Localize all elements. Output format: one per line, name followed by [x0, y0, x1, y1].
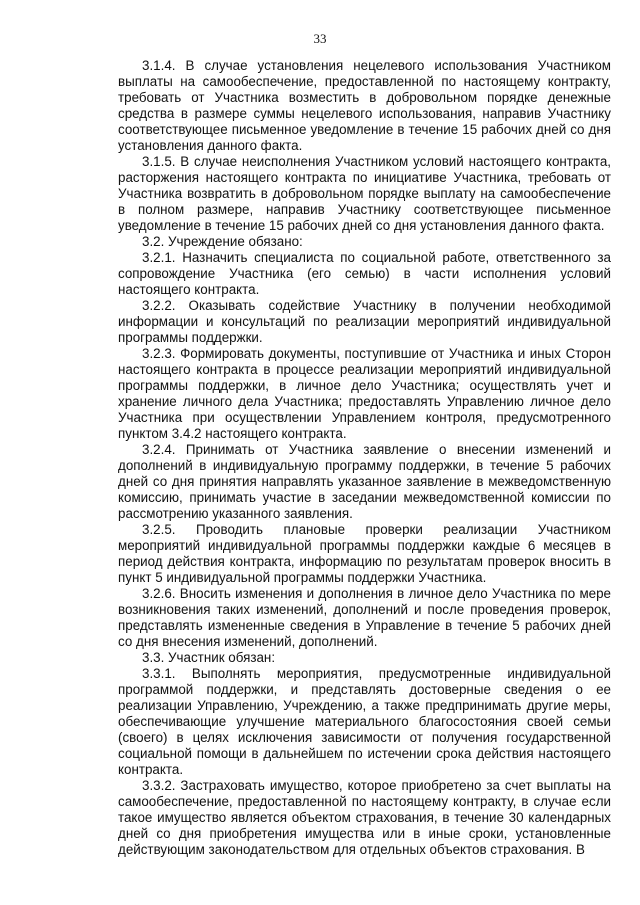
paragraph-3-1-4: 3.1.4. В случае установления нецелевого использования Участником выплаты на самообеспечение, предоставленной по настоящему контракту, требовать от Участника возместить в добровольном порядке денежные средства в размере суммы нецелевого использования, направив Участнику соответствующее письменное уведомление в течение 15 рабочих дней со дня установления данного факта. [118, 58, 611, 153]
section-heading-3-2: 3.2. Учреждение обязано: [142, 234, 303, 249]
paragraph-3-2-5: 3.2.5. Проводить плановые проверки реализации Участником мероприятий индивидуальной программы поддержки каждые 6 месяцев в период действия контракта, информацию по результатам проверок вносить в пункт 5 индивидуальной программы поддержки Участника. [118, 522, 611, 585]
paragraph-3-2-2: 3.2.2. Оказывать содействие Участнику в получении необходимой информации и консультаций по реализации мероприятий индивидуальной программы поддержки. [118, 298, 611, 345]
paragraph-3-2-1: 3.2.1. Назначить специалиста по социальной работе, ответственного за сопровождение Участника (его семью) в части исполнения условий настоящего контракта. [118, 250, 611, 297]
contract-body [118, 58, 611, 858]
paragraph-3-3-1: 3.3.1. Выполнять мероприятия, предусмотренные индивидуальной программой поддержки, и представлять достоверные сведения о ее реализации Управлению, Учреждению, а также предпринимать другие меры, обеспечивающие улучшение материального благосостояния своей семьи (своего) в целях исключения зависимости от получения государственной социальной помощи в дальнейшем по истечении срока действия настоящего контракта. [118, 666, 611, 777]
paragraph-3-2-6: 3.2.6. Вносить изменения и дополнения в личное дело Участника по мере возникновения таких изменений, дополнений и после проведения проверок, представлять измененные сведения в Управление в течение 5 рабочих дней со дня внесения изменений, дополнений. [118, 586, 611, 649]
page-number: 33 [313, 31, 327, 46]
paragraph-3-1-5: 3.1.5. В случае неисполнения Участником условий настоящего контракта, расторжения настоящего контракта по инициативе Участника, требовать от Участника возвратить в добровольном порядке выплату на самообеспечение в полном размере, направив Участнику соответствующее письменное уведомление в течение 15 рабочих дней со дня установления данного факта. [118, 154, 611, 233]
paragraph-3-2-4: 3.2.4. Принимать от Участника заявление о внесении изменений и дополнений в индивидуальную программу поддержки, в течение 5 рабочих дней со дня принятия направлять указанное заявление в межведомственную комиссию, принимать участие в заседании межведомственной комиссии по рассмотрению указанного заявления. [118, 442, 611, 521]
paragraph-3-2-3: 3.2.3. Формировать документы, поступившие от Участника и иных Сторон настоящего контракта в процессе реализации мероприятий индивидуальной программы поддержки, в личное дело Участника; осуществлять учет и хранение личного дела Участника; предоставлять Управлению личное дело Участника при осуществлении Управлением контроля, предусмотренного пунктом 3.4.2 настоящего контракта. [118, 346, 611, 441]
section-heading-3-3: 3.3. Участник обязан: [142, 650, 276, 665]
paragraph-3-3-2: 3.3.2. Застраховать имущество, которое приобретено за счет выплаты на самообеспечение, предоставленной по настоящему контракту, в случае если такое имущество является объектом страхования, в течение 30 календарных дней со дня приобретения имущества или в иные сроки, установленные действующим законодательством для отдельных объектов страхования. В [118, 778, 611, 857]
